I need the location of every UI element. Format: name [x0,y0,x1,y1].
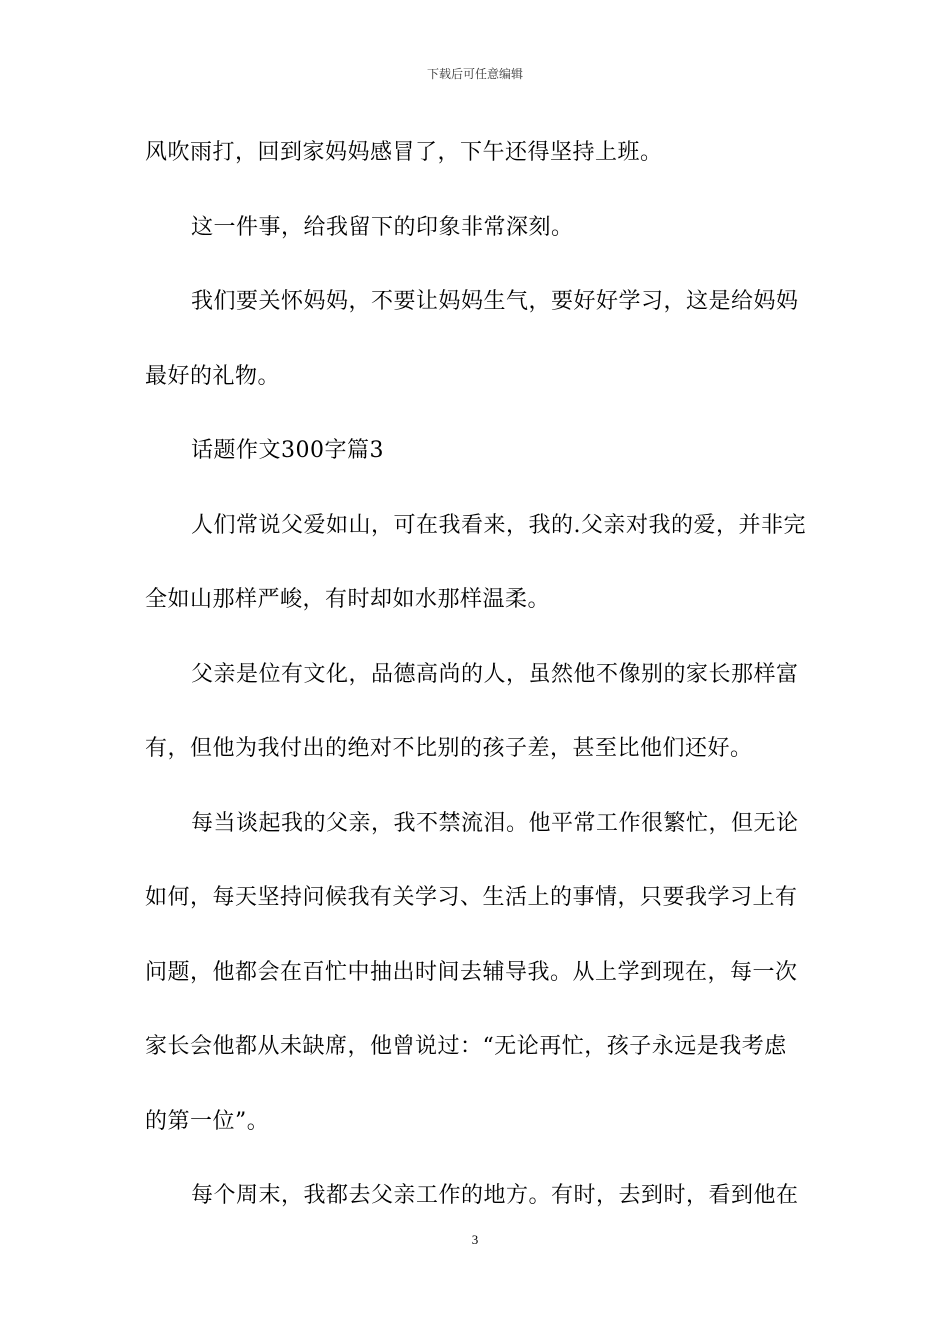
body-text [145,131,809,1249]
text-line: 全如山那样严峻，有时却如水那样温柔。 [145,587,551,612]
section-heading: 话题作文300字篇3 [191,438,384,463]
text-line: 的第一位”。 [145,1108,270,1134]
text-line: 家长会他都从未缺席，他曾说过：“无论再忙，孩子永远是我考虑 [145,1034,787,1059]
paragraph-start-line: 每个周末，我都去父亲工作的地方。有时，去到时，看到他在 [191,1183,799,1208]
text-line: 有，但他为我付出的绝对不比别的孩子差，甚至比他们还好。 [145,736,753,761]
text-line: 最好的礼物。 [145,363,281,389]
text-line: 问题，他都会在百忙中抽出时间去辅导我。从上学到现在，每一次 [145,959,798,985]
text-line: 如何，每天坚持问候我有关学习、生活上的事情，只要我学习上有 [145,885,798,910]
paragraph-start-line: 父亲是位有文化，品德高尚的人，虽然他不像别的家长那样富 [191,661,799,687]
paragraph-start-line: 这一件事，给我留下的印象非常深刻。 [191,214,574,240]
text-line: 风吹雨打，回到家妈妈感冒了，下午还得坚持上班。 [145,140,663,165]
page-number: 3 [471,1232,479,1247]
paragraph-start-line: 每当谈起我的父亲，我不禁流泪。他平常工作很繁忙，但无论 [191,810,799,836]
page-header: 下载后可任意编辑 [426,67,523,81]
paragraph-start-line: 我们要关怀妈妈，不要让妈妈生气，要好好学习，这是给妈妈 [191,289,799,314]
paragraph-start-line: 人们常说父爱如山，可在我看来，我的.父亲对我的爱，并非完 [191,512,806,538]
